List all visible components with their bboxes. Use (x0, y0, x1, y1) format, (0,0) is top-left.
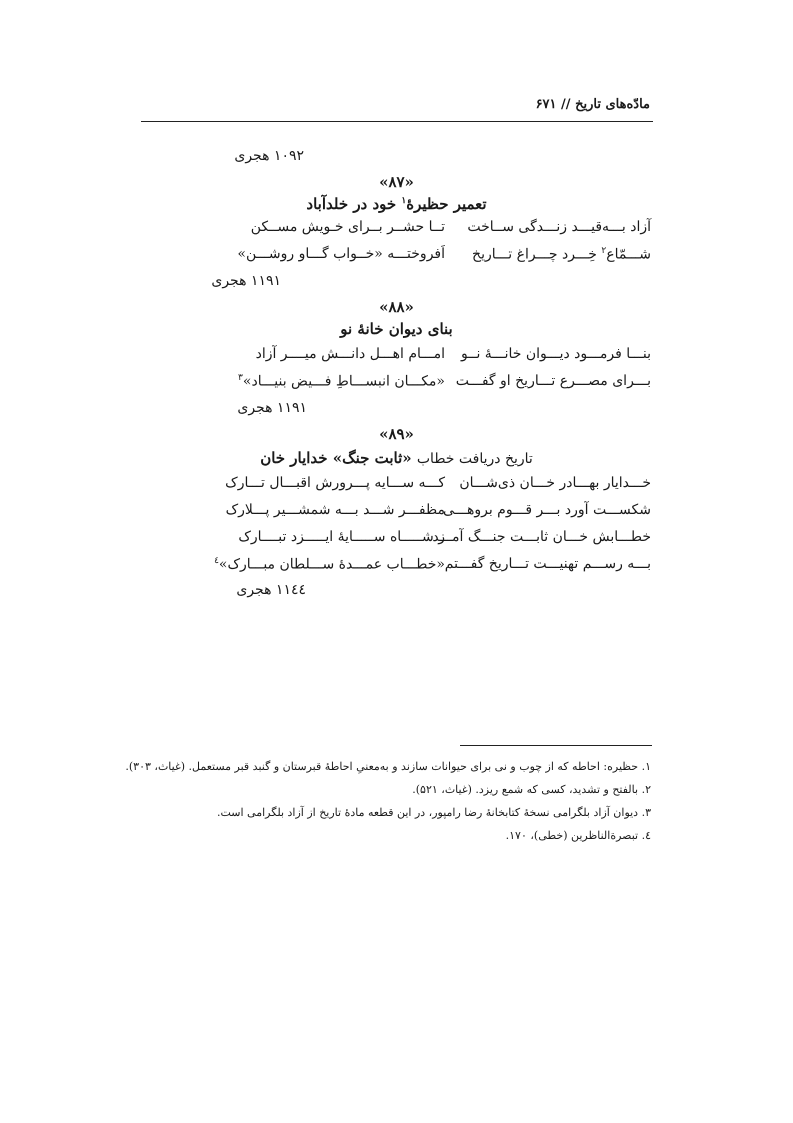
hemistich-part: خِـــرد چـــراغ تـــاریخ (472, 246, 602, 263)
footnote: ۳. دیوان آزاد بلگرامی نسخهٔ کتابخانهٔ رضا رامپور، در این قطعه مادهٔ تاریخ از آزاد بلگرامی است. (216, 806, 651, 819)
section-title (0, 449, 793, 467)
footnote-marker: ۲ (601, 246, 607, 256)
footnote: ٤. تبصرة‌الناظرین (خطی)، ۱۷۰. (505, 829, 651, 842)
hemistich: خـــدایار بهـــادر خـــان ذی‌شـــان (459, 475, 651, 491)
hemistich: بنـــا فرمـــود دیـــوان خانـــهٔ نــو (461, 346, 651, 362)
hemistich: کـــه ســـایه پـــرورش اقبـــال تـــارک (225, 475, 445, 491)
title-part: «ثابت جنگ» خدایار خان (260, 449, 412, 467)
header-rule (141, 121, 653, 122)
footnote-marker: ٤ (214, 556, 219, 566)
section-title (0, 195, 793, 213)
hemistich: خطـــابش خـــان ثابـــت جنـــگ آمـــد (432, 529, 651, 545)
title-part: خود در خلدآباد (306, 195, 397, 213)
hemistich: امـــام اهـــل دانـــش میــــر آزاد (255, 346, 445, 362)
hemistich: مظفـــر شـــد بـــه شمشـــیر پـــلارک (225, 502, 445, 518)
hemistich (185, 373, 445, 390)
hemistich: اَفروختـــه «خــواب گـــاو روشـــن» (237, 246, 445, 262)
year-label: ۱۱۹۱ هجری (211, 273, 281, 289)
footnote: ۱. حظیره: احاطه که از چوب و نی برای حیوانات سازند و به‌معنیِ احاطهٔ قبرستان و گنبد قبر مستعمل. (غیاث، ۳۰۳). (125, 760, 651, 773)
section-number: «۸۸» (379, 298, 414, 316)
footnote-marker: ۳ (238, 373, 243, 383)
hemistich-part: «مکـــان انبســـاطِ فـــیض بنیـــاد» (242, 373, 445, 390)
footnote-marker: ۱ (401, 196, 407, 206)
section-title: بنای دیوان خانهٔ نو (340, 320, 453, 338)
section-number: «۸۹» (379, 425, 414, 443)
hemistich: تــا حشــر بــرای خـویش مســکن (250, 219, 445, 235)
hemistich: آزاد بـــه‌قیـــد زنـــدگی ســاخت (467, 219, 651, 235)
year-label: ۱۱٤٤ هجری (236, 582, 306, 598)
footnote: ۲. بالفتح و تشدید، کسی که شمع ریزد. (غیاث، ۵۲۱). (412, 783, 651, 796)
section-number: «۸۷» (379, 173, 414, 191)
hemistich (185, 556, 445, 573)
year-label: ۱۱۹۱ هجری (237, 400, 307, 416)
hemistich-part: «خطـــاب عمـــدهٔ ســـلطان مبـــارک» (218, 556, 445, 573)
hemistich: بـــرای مصـــرع تـــاریخ او گفـــت (455, 373, 651, 389)
hemistich: بـــه رســـم تهنیـــت تـــاریخ گفـــتم (444, 556, 651, 572)
running-header: مادّه‌های تاریخ // ۶۷۱ (535, 97, 650, 112)
hemistich: شکســـت آورد بـــر قـــوم بروهـــی (442, 502, 651, 518)
title-part: تاریخ دریافت خطاب (416, 451, 533, 467)
hemistich-part: شـــمّاع (606, 246, 651, 263)
title-part: تعمیر حظیرهٔ (406, 195, 487, 213)
footnote-rule (460, 745, 652, 746)
year-label: ۱۰۹۲ هجری (234, 148, 304, 164)
hemistich: ز شـــــاه ســـــایهٔ ایـــــزد تبــــارک (238, 529, 445, 545)
